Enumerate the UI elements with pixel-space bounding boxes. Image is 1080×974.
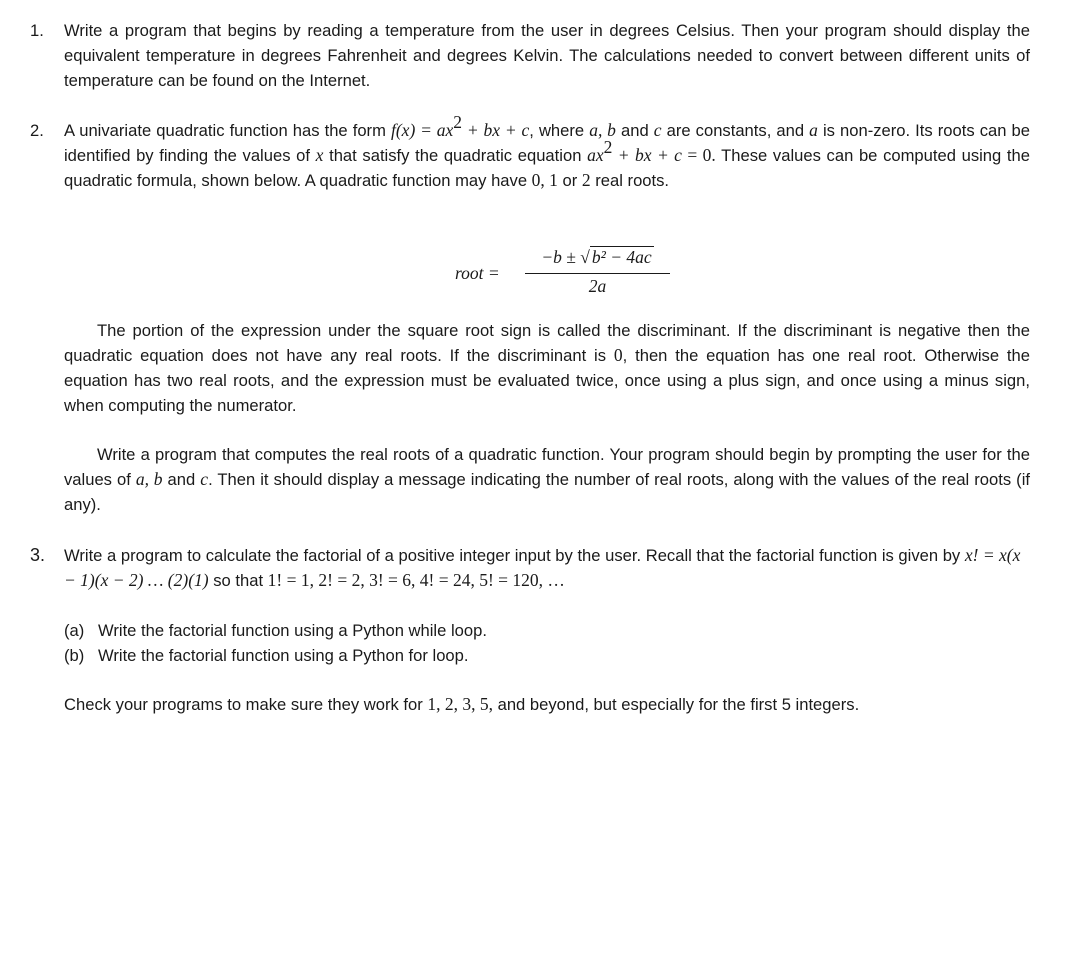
quadratic-formula <box>455 245 695 301</box>
question-3-number: 3. <box>30 545 46 565</box>
sub-question-a <box>64 618 487 643</box>
formula-numerator: −b ± √ b² − 4ac <box>541 247 652 267</box>
sub-question-a-label: (a) <box>64 621 85 640</box>
question-1-text: Write a program that begins by reading a temperature from the user in degrees Celsius. Then your program should display the equivalent temperature in degrees Fahrenheit and degrees Kelvin. The calculations needed to convert between different units of temperature can be found on the Internet. <box>64 21 1030 90</box>
question-3-text: Write a program to calculate the factorial of a positive integer input by the user. Recall that the factorial function is given by x! = x(x − 1)(x − 2) … (2)(1) so that 1! = 1, 2! = 2, 3! = 6, 4! = 24, 5! = 120, … <box>64 545 1021 590</box>
formula-denominator: 2a <box>588 276 607 296</box>
check-instructions: Check your programs to make sure they work for 1, 2, 3, 5, and beyond, but especially for the first 5 integers. <box>64 694 860 714</box>
sub-question-b-label: (b) <box>64 646 85 665</box>
question-2-number: 2. <box>30 121 44 140</box>
question-1-number: 1. <box>30 21 44 40</box>
sub-question-b <box>64 643 469 668</box>
sub-question-a-text: Write the factorial function using a Python while loop. <box>98 621 487 640</box>
sub-question-b-text: Write the factorial function using a Python for loop. <box>98 646 469 665</box>
question-2-intro: A univariate quadratic function has the form $f(x) = ax^2$ + bx + c, where a, b and c are constants, and a is non-zero. Its roots can be identified by finding the values of x that satisfy the quadratic equation $ax^2$ + bx + c = 0. These values can be computed using the quadratic formula, shown below. A quadratic function may have 0, 1 or 2 real roots. <box>64 112 1031 190</box>
formula-radicand: b² − 4ac <box>591 247 652 267</box>
formula-lhs: root = <box>455 263 500 283</box>
